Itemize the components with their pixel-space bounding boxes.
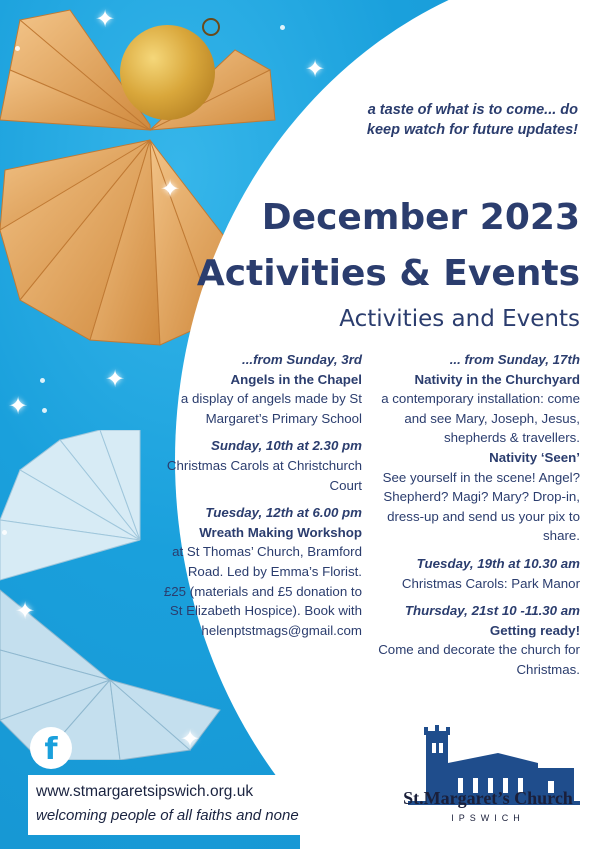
church-town: IPSWICH	[451, 813, 525, 823]
event-when: Thursday, 21st 10 -11.30 am	[404, 603, 580, 619]
event-description: a contemporary installation: come and see Mary, Joseph, Jesus, shepherds & travellers.	[381, 391, 580, 446]
event-description: a display of angels made by St Margaret’s Primary School	[180, 391, 362, 426]
sparkle-icon: ✦	[8, 393, 29, 420]
glitter-dot	[2, 530, 7, 535]
event-description: Christmas Carols at Christchurch Court	[166, 457, 362, 493]
event-when: Tuesday, 12th at 6.00 pm	[205, 505, 362, 521]
sparkle-icon: ✦	[15, 598, 36, 625]
gold-ornament	[120, 25, 215, 120]
event-item	[370, 448, 580, 546]
event-when: ... from Sunday, 17th	[449, 352, 580, 367]
event-item	[162, 503, 362, 640]
sparkle-icon: ✦	[95, 6, 116, 33]
event-when: Tuesday, 19th at 10.30 am	[416, 555, 580, 571]
page-title: December 2023	[261, 197, 580, 238]
event-title: Angels in the Chapel	[230, 371, 362, 387]
event-when: ...from Sunday, 3rd	[242, 352, 362, 367]
glitter-dot	[15, 46, 20, 51]
facebook-icon[interactable]: f	[30, 727, 72, 769]
event-item	[370, 350, 580, 448]
event-description: Come and decorate the church for Christmas.	[378, 642, 580, 677]
ornament-hook	[202, 18, 220, 36]
events-right-column	[370, 350, 580, 688]
sparkle-icon: ✦	[305, 56, 326, 83]
event-item	[370, 554, 580, 593]
event-item	[370, 601, 580, 679]
sparkle-icon: ✦	[180, 726, 201, 753]
sparkle-icon: ✦	[528, 36, 549, 63]
event-item	[162, 350, 362, 428]
sparkle-icon: ✦	[160, 176, 181, 203]
event-title: Wreath Making Workshop	[199, 524, 362, 540]
event-title: Nativity ‘Seen’	[489, 449, 580, 465]
sparkle-icon: ✦	[105, 366, 126, 393]
event-description: at St Thomas’ Church, Bramford Road. Led by Emma’s Florist. £25 (materials and £5 donation to St Elizabeth Hospice). Book with helenptstmags@gmail.com	[163, 544, 362, 638]
page-title-line2: Activities & Events	[196, 253, 580, 294]
motto: welcoming people of all faiths and none	[36, 807, 299, 824]
glitter-dot	[42, 408, 47, 413]
tagline: a taste of what is to come... do keep watch for future updates!	[366, 102, 578, 138]
event-title: Nativity in the Churchyard	[414, 371, 580, 387]
event-when: Sunday, 10th at 2.30 pm	[211, 438, 362, 454]
event-description: See yourself in the scene! Angel? Shepherd? Magi? Mary? Drop-in, dress-up and send us your pix to share.	[382, 469, 580, 544]
event-title: Getting ready!	[489, 622, 580, 638]
glitter-dot	[250, 200, 255, 205]
church-name: St.Margaret’s Church	[403, 788, 573, 808]
footer	[28, 775, 368, 835]
glitter-dot	[280, 25, 285, 30]
event-item	[162, 436, 362, 495]
website-link[interactable]: www.stmargaretsipswich.org.uk	[36, 783, 254, 800]
page-subtitle: Activities and Events	[339, 306, 580, 332]
event-description: Christmas Carols: Park Manor	[401, 575, 580, 591]
events-left-column	[162, 350, 362, 648]
glitter-dot	[40, 378, 45, 383]
